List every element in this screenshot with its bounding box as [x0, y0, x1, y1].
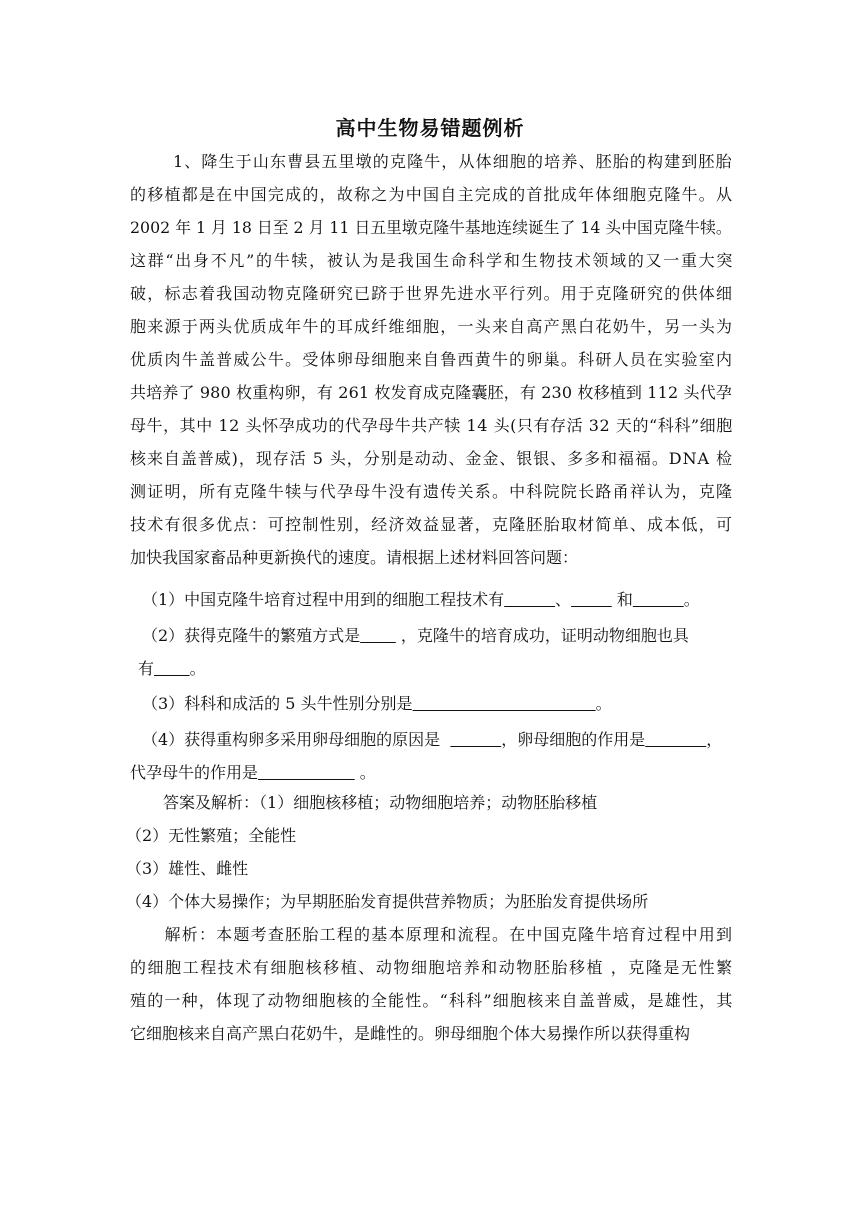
analysis-line: 解析：本题考查胚胎工程的基本原理和流程。在中国克隆牛培育过程中用到 — [130, 925, 734, 944]
answer-blank — [645, 730, 706, 749]
question-line: 优质肉牛盖普威公牛。受体卵母细胞来自鲁西黄牛的卵巢。科研人员在实验室内 — [130, 350, 734, 369]
answer-line-1: 答案及解析：（1）细胞核移植；动物细胞培养；动物胚胎移植 — [163, 793, 598, 812]
question-line: 技术有很多优点：可控制性别，经济效益显著，克隆胚胎取材简单、成本低，可 — [130, 515, 734, 534]
answer-blank — [258, 763, 355, 782]
subquestion-4: （4）获得重构卵多采用卵母细胞的原因是 ，卵母细胞的作用是 ， — [142, 730, 723, 749]
question-line: 破，标志着我国动物克隆研究已跻于世界先进水平行列。用于克隆研究的供体细 — [130, 284, 734, 303]
question-line: 1、降生于山东曹县五里墩的克隆牛，从体细胞的培养、胚胎的构建到胚胎 — [130, 152, 733, 171]
analysis-line: 的细胞工程技术有细胞核移植、动物细胞培养和动物胚胎移植 ，克隆是无性繁 — [130, 958, 734, 977]
question-line: 加快我国家畜品种更新换代的速度。请根据上述材料回答问题： — [130, 548, 579, 567]
page-title: 高中生物易错题例析 — [335, 116, 525, 140]
answer-blank — [504, 590, 555, 609]
subquestion-4-cont: 代孕母牛的作用是 。 — [130, 763, 376, 782]
question-line: 胞来源于两头优质成年牛的耳成纤维细胞，一头来自高产黑白花奶牛，另一头为 — [130, 317, 734, 336]
subquestion-1: （1）中国克隆牛培育过程中用到的细胞工程技术有 、 和 。 — [142, 590, 700, 609]
answer-blank — [154, 659, 190, 678]
answer-line-4: （4）个体大易操作；为早期胚胎发育提供营养物质；为胚胎发育提供场所 — [126, 892, 649, 911]
answer-blank — [633, 590, 684, 609]
analysis-line: 它细胞核来自高产黑白花奶牛，是雌性的。卵母细胞个体大易操作所以获得重构 — [130, 1024, 691, 1043]
question-line: 共培养了 980 枚重构卵，有 261 枚发育成克隆囊胚，有 230 枚移植到 112 头代孕 — [130, 383, 732, 402]
answer-blank — [360, 626, 396, 645]
question-line: 2002 年 1 月 18 日至 2 月 11 日五里墩克隆牛基地连续诞生了 14 头中国克隆牛犊。 — [130, 218, 732, 237]
subquestion-3: （3）科科和成活的 5 头牛性别分别是 。 — [142, 694, 612, 713]
answer-blank — [450, 730, 501, 749]
question-line: 这群“出身不凡”的牛犊，被认为是我国生命科学和生物技术领域的又一重大突 — [130, 251, 735, 270]
answer-blank — [571, 590, 612, 609]
answer-line-2: （2）无性繁殖；全能性 — [126, 826, 297, 845]
question-line: 核来自盖普威)，现存活 5 头，分别是动动、金金、银银、多多和福福。DNA 检 — [130, 449, 734, 468]
subquestion-2-cont: 有 。 — [138, 659, 206, 678]
subquestion-2: （2）获得克隆牛的繁殖方式是 ，克隆牛的培育成功，证明动物细胞也具 — [142, 626, 689, 645]
answer-line-3: （3）雄性、雌性 — [126, 859, 249, 878]
analysis-line: 殖的一种，体现了动物细胞核的全能性。“科科”细胞核来自盖普威，是雄性，其 — [130, 991, 734, 1010]
question-line: 测证明，所有克隆牛犊与代孕母牛没有遗传关系。中科院院长路甬祥认为，克隆 — [130, 482, 734, 501]
answer-label: 答案及解析： — [163, 793, 260, 812]
answer-blank — [413, 694, 596, 713]
question-line: 的移植都是在中国完成的，故称之为中国自主完成的首批成年体细胞克隆牛。从 — [130, 185, 734, 204]
question-line: 母牛，其中 12 头怀孕成功的代孕母牛共产犊 14 头(只有存活 32 天的“科科”细胞 — [130, 416, 733, 435]
